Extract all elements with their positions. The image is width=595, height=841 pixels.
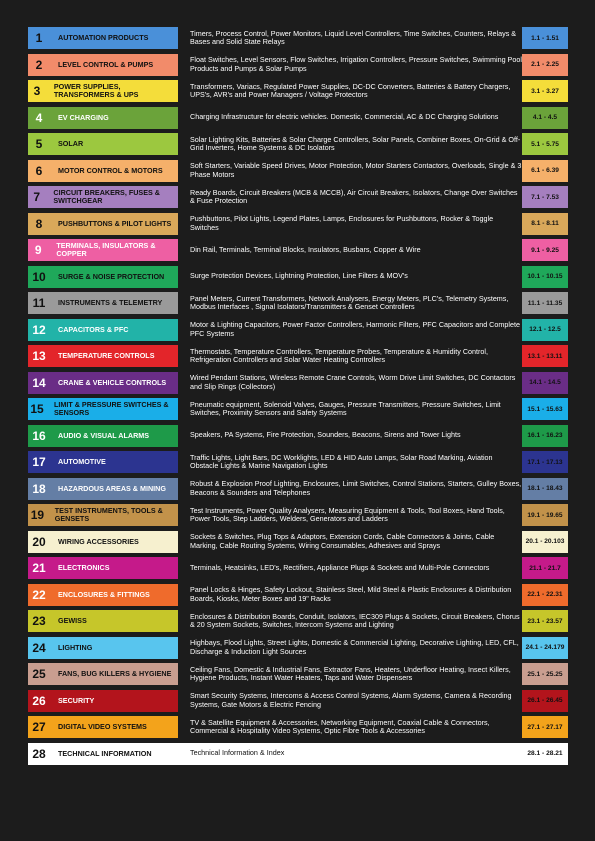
page-range: 4.1 - 4.5 — [522, 107, 568, 129]
category-description: TV & Satellite Equipment & Accessories, Networking Equipment, Coaxial Cable & Connectors, Commercial & Hospitality Video Systems, Optic Fibre Tools & Accessories — [190, 717, 490, 735]
page-range: 20.1 - 20.103 — [522, 531, 568, 553]
category-number: 22 — [32, 587, 46, 602]
category-name: SECURITY — [58, 695, 95, 705]
page-range: 22.1 - 22.31 — [522, 584, 568, 606]
category-name: TERMINALS, INSULATORS & COPPER — [56, 241, 156, 258]
category-number: 5 — [35, 137, 43, 151]
category-number: 26 — [32, 693, 46, 708]
category-name: ENCLOSURES & FITTINGS — [58, 589, 150, 599]
category-number: 11 — [32, 296, 46, 310]
category-row[interactable] — [28, 743, 568, 765]
page-range: 23.1 - 23.57 — [522, 610, 568, 632]
category-label — [28, 398, 178, 420]
page-range: 2.1 - 2.25 — [522, 54, 568, 76]
category-name: TECHNICAL INFORMATION — [58, 748, 152, 758]
category-row[interactable] — [28, 504, 568, 526]
category-row[interactable] — [28, 345, 568, 367]
page-range: 19.1 - 19.65 — [522, 504, 568, 526]
category-number: 15 — [30, 402, 44, 416]
category-description: Pneumatic equipment, Solenoid Valves, Gauges, Pressure Transmitters, Pressure Switches, Limit Switches, Proximity Sensors and Safety Systems — [190, 399, 501, 417]
category-name: AUDIO & VISUAL ALARMS — [58, 430, 150, 440]
category-label — [28, 319, 178, 341]
category-row[interactable] — [28, 292, 568, 314]
category-label — [28, 425, 178, 447]
category-row[interactable] — [28, 27, 568, 49]
category-description: Robust & Explosion Proof Lighting, Enclosures, Limit Switches, Control Stations, Starters, Gulley Boxes, Beacons & Sounders and Telephones — [190, 479, 522, 497]
page-range: 21.1 - 21.7 — [522, 557, 568, 579]
page-range: 5.1 - 5.75 — [522, 133, 568, 155]
category-row[interactable] — [28, 557, 568, 579]
category-label — [28, 531, 178, 553]
category-row[interactable] — [28, 133, 568, 155]
category-name: CIRCUIT BREAKERS, FUSES & SWITCHGEAR — [53, 188, 160, 205]
page-range: 18.1 - 18.43 — [522, 478, 568, 500]
category-row[interactable] — [28, 239, 568, 261]
category-label — [28, 27, 178, 49]
page-range: 17.1 - 17.13 — [522, 451, 568, 473]
category-label — [28, 107, 178, 129]
page-range: 8.1 - 8.11 — [522, 213, 568, 235]
category-name: TEST INSTRUMENTS, TOOLS & GENSETS — [54, 506, 163, 523]
category-row[interactable] — [28, 372, 568, 394]
category-row[interactable] — [28, 107, 568, 129]
page-range: 16.1 - 16.23 — [522, 425, 568, 447]
category-list — [28, 27, 568, 769]
category-number: 14 — [32, 375, 46, 390]
category-name: WIRING ACCESSORIES — [58, 536, 139, 546]
category-description: Speakers, PA Systems, Fire Protection, Sounders, Beacons, Sirens and Tower Lights — [190, 430, 461, 440]
category-name: CRANE & VEHICLE CONTROLS — [58, 377, 167, 387]
category-description: Enclosures & Distribution Boards, Conduit, Isolators, IEC309 Plugs & Sockets, Circuit Breakers, Chorus & 20 System Sockets, Switches, Intercom Systems and Lighting — [190, 611, 520, 629]
category-name: EV CHARGING — [58, 112, 109, 122]
page-range: 28.1 - 28.21 — [522, 743, 568, 765]
category-label — [28, 239, 178, 261]
category-number: 4 — [35, 110, 43, 125]
category-row[interactable] — [28, 478, 568, 500]
category-number: 24 — [32, 640, 46, 655]
page-range: 13.1 - 13.11 — [522, 345, 568, 367]
category-number: 19 — [30, 508, 45, 522]
page-range: 10.1 - 10.15 — [522, 266, 568, 288]
category-name: INSTRUMENTS & TELEMETRY — [58, 298, 163, 307]
category-description: Highbays, Flood Lights, Street Lights, Domestic & Commercial Lighting, Decorative Lighting, LED, CFL, Discharge & Induction Light Sources — [190, 638, 519, 656]
page-range: 12.1 - 12.5 — [522, 319, 568, 341]
page-range: 3.1 - 3.27 — [522, 80, 568, 102]
page-range: 11.1 - 11.35 — [522, 292, 568, 314]
category-row[interactable] — [28, 398, 568, 420]
category-number: 13 — [32, 349, 46, 363]
category-row[interactable] — [28, 690, 568, 712]
category-description: Float Switches, Level Sensors, Flow Switches, Irrigation Controllers, Pressure Switches, Swimming Pool Products and Pumps & Solar Pumps — [190, 55, 522, 73]
category-number: 1 — [35, 31, 43, 45]
category-row[interactable] — [28, 186, 568, 208]
category-number: 28 — [32, 746, 46, 761]
page-range: 14.1 - 14.5 — [522, 372, 568, 394]
category-description: Sockets & Switches, Plug Tops & Adaptors, Extension Cords, Cable Connectors & Joints, Cable Marking, Cable Routing Systems, Wiring Consumables, Adhesives and Sprays — [190, 532, 495, 550]
category-description: Panel Meters, Current Transformers, Network Analysers, Energy Meters, PLC's, Telemetry Systems, Modbus Interfaces , Signal Isolators/Transmitters & Genset Controllers — [190, 293, 509, 311]
category-row[interactable] — [28, 610, 568, 632]
category-name: CAPACITORS & PFC — [58, 324, 129, 334]
category-label — [28, 80, 178, 102]
category-label — [28, 133, 178, 155]
category-number: 7 — [33, 190, 41, 204]
category-description: Motor & Lighting Capacitors, Power Factor Controllers, Harmonic Filters, PFC Capacitors and Complete PFC Systems — [190, 320, 520, 338]
page-range: 26.1 - 26.45 — [522, 690, 568, 712]
category-number: 18 — [32, 481, 46, 496]
category-name: LEVEL CONTROL & PUMPS — [58, 59, 154, 69]
page-range: 7.1 - 7.53 — [522, 186, 568, 208]
category-number: 20 — [32, 534, 46, 549]
category-number: 3 — [33, 84, 41, 98]
category-row[interactable] — [28, 319, 568, 341]
category-row[interactable] — [28, 160, 568, 182]
category-number: 23 — [32, 614, 46, 628]
category-label — [28, 557, 178, 579]
category-name: GEWISS — [58, 616, 87, 625]
category-label — [28, 478, 178, 500]
category-name: DIGITAL VIDEO SYSTEMS — [58, 722, 147, 731]
category-description: Solar Lighting Kits, Batteries & Solar Charge Controllers, Solar Panels, Combiner Boxes, On-Grid & Off-Grid Inverters, Home Systems & DC Isolators — [190, 134, 521, 152]
category-number: 9 — [34, 243, 42, 257]
category-number: 21 — [32, 561, 46, 575]
category-label — [28, 663, 178, 685]
category-label — [28, 54, 178, 76]
category-number: 2 — [35, 57, 43, 72]
category-label — [28, 372, 178, 394]
category-description: Surge Protection Devices, Lightning Protection, Line Filters & MOV's — [190, 271, 408, 281]
category-description: Smart Security Systems, Intercoms & Access Control Systems, Alarm Systems, Camera & Recording Systems, Gate Motors & Electric Fencing — [190, 691, 512, 709]
category-label — [28, 160, 178, 182]
page-range: 15.1 - 15.63 — [522, 398, 568, 420]
category-label — [28, 213, 178, 235]
category-name: PUSHBUTTONS & PILOT LIGHTS — [58, 218, 172, 228]
page-range: 1.1 - 1.51 — [522, 27, 568, 49]
page-range: 25.1 - 25.25 — [522, 663, 568, 685]
category-number: 27 — [32, 720, 46, 734]
category-description: Technical Information & Index — [178, 743, 522, 765]
category-row[interactable] — [28, 531, 568, 553]
category-description: Ceiling Fans, Domestic & Industrial Fans, Extractor Fans, Heaters, Underfloor Heating, Insect Killers, Hygiene Products, Instant Water Heaters, Taps and Water Dispensers — [190, 664, 511, 682]
category-name: LIGHTING — [58, 642, 93, 652]
category-row[interactable] — [28, 716, 568, 738]
category-label — [28, 584, 178, 606]
category-description: Din Rail, Terminals, Terminal Blocks, Insulators, Busbars, Copper & Wire — [190, 244, 421, 254]
category-name: AUTOMOTIVE — [58, 457, 106, 466]
category-label — [28, 610, 178, 632]
category-description: Thermostats, Temperature Controllers, Temperature Probes, Temperature & Humidity Control, Refrigeration Controllers and Solar Water Heating Controllers — [190, 346, 489, 364]
category-number: 16 — [32, 428, 46, 443]
category-row[interactable] — [28, 266, 568, 288]
category-description: Ready Boards, Circuit Breakers (MCB & MCCB), Air Circuit Breakers, Isolators, Change Over Switches & Fuse Protection — [190, 187, 518, 205]
category-number: 12 — [32, 322, 46, 337]
category-label — [28, 690, 178, 712]
category-row[interactable] — [28, 451, 568, 473]
category-name: POWER SUPPLIES, TRANSFORMERS & UPS — [53, 82, 139, 99]
category-row[interactable] — [28, 213, 568, 235]
category-label — [28, 716, 178, 738]
category-label — [28, 266, 178, 288]
category-number: 8 — [35, 216, 43, 231]
category-description: Wired Pendant Stations, Wireless Remote Crane Controls, Worm Drive Limit Switches, DC Contactors and Slip Rings (Collectors) — [190, 373, 516, 391]
category-number: 25 — [32, 667, 46, 681]
category-row[interactable] — [28, 637, 568, 659]
category-description: Pushbuttons, Pilot Lights, Legend Plates, Lamps, Enclosures for Pushbuttons, Rocker & Toggle Switches — [190, 214, 494, 232]
category-name: MOTOR CONTROL & MOTORS — [58, 165, 163, 175]
category-row[interactable] — [28, 54, 568, 76]
page-range: 6.1 - 6.39 — [522, 160, 568, 182]
page-range: 27.1 - 27.17 — [522, 716, 568, 738]
category-description: Panel Locks & Hinges, Safety Lockout, Stainless Steel, Mild Steel & Plastic Enclosures & Distribution Boards, Kiosks, Meter Boxes and 19" Racks — [190, 585, 512, 603]
category-name: SOLAR — [58, 139, 84, 148]
category-number: 10 — [32, 269, 46, 284]
category-row[interactable] — [28, 663, 568, 685]
page-range: 24.1 - 24.179 — [522, 637, 568, 659]
category-number: 17 — [32, 455, 46, 469]
category-label — [28, 743, 178, 765]
category-name: TEMPERATURE CONTROLS — [58, 351, 155, 360]
category-label — [28, 345, 178, 367]
category-label — [28, 504, 178, 526]
category-row[interactable] — [28, 584, 568, 606]
category-label — [28, 451, 178, 473]
category-name: HAZARDOUS AREAS & MINING — [58, 483, 166, 493]
category-row[interactable] — [28, 425, 568, 447]
category-label — [28, 292, 178, 314]
category-label — [28, 186, 178, 208]
category-description: Timers, Process Control, Power Monitors, Liquid Level Controllers, Time Switches, Counters, Relays & Bases and Solid State Relays — [190, 28, 517, 46]
page-range: 9.1 - 9.25 — [522, 239, 568, 261]
category-name: SURGE & NOISE PROTECTION — [58, 271, 165, 281]
category-description: Charging Infrastructure for electric vehicles. Domestic, Commercial, AC & DC Charging Solutions — [190, 112, 499, 122]
category-name: AUTOMATION PRODUCTS — [58, 33, 149, 42]
category-name: ELECTRONICS — [58, 563, 110, 572]
category-description: Terminals, Heatsinks, LED's, Rectifiers, Appliance Plugs & Sockets and Multi-Pole Connectors — [190, 562, 490, 572]
category-number: 6 — [35, 163, 43, 178]
category-name: FANS, BUG KILLERS & HYGIENE — [58, 669, 172, 678]
category-name: LIMIT & PRESSURE SWITCHES & SENSORS — [53, 400, 169, 417]
category-description: Test Instruments, Power Quality Analysers, Measuring Equipment & Tools, Tool Boxes, Hand Tools, Power Tools, Step Ladders, Welders, Generators and Ladders — [190, 505, 505, 523]
category-description: Traffic Lights, Light Bars, DC Worklights, LED & HID Auto Lamps, Solar Road Marking, Aviation Obstacle Lights & Marine Navigation Lights — [190, 452, 493, 470]
category-description: Soft Starters, Variable Speed Drives, Motor Protection, Motor Starters Contactors, Overloads, Single & 3 Phase Motors — [190, 161, 522, 179]
category-label — [28, 637, 178, 659]
category-description: Transformers, Variacs, Regulated Power Supplies, DC-DC Converters, Batteries & Battery Chargers, UPS's, AVR's and Power Managers / Voltage Protectors — [190, 81, 511, 99]
category-row[interactable] — [28, 80, 568, 102]
